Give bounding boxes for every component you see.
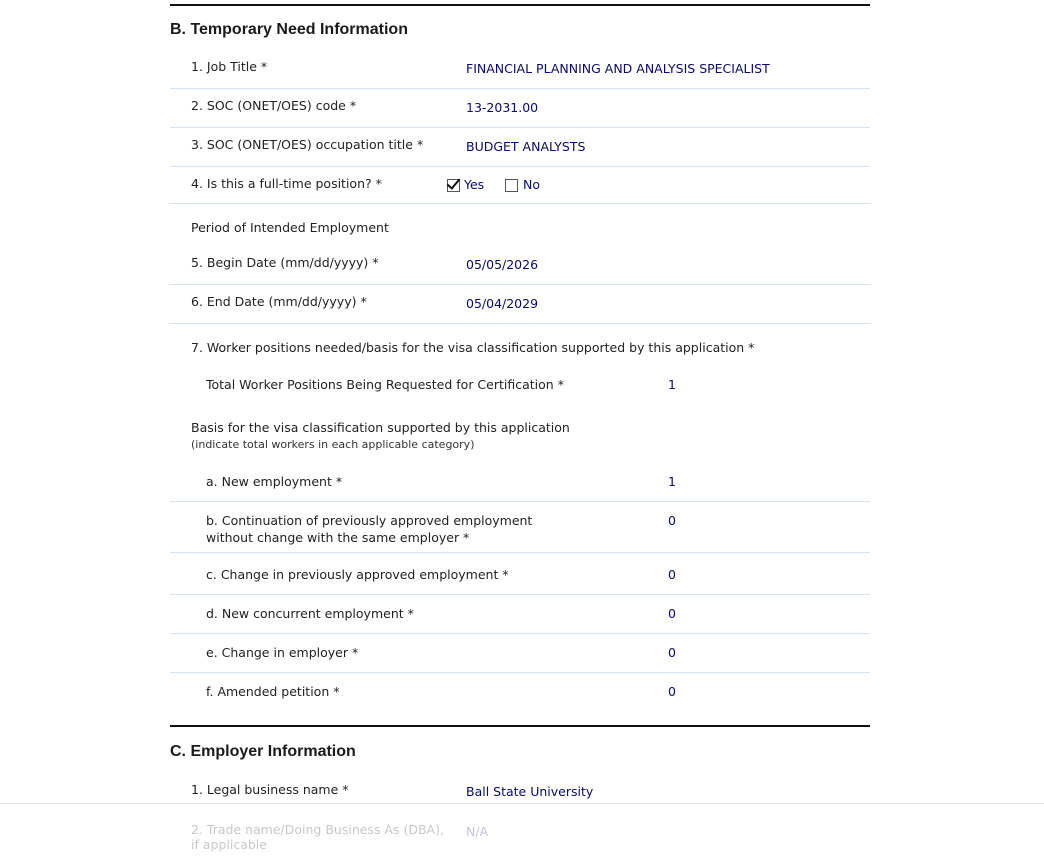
worker-positions-label: 7. Worker positions needed/basis for the visa classification supported by this application * [191, 340, 755, 355]
job-title-label: 1. Job Title * [191, 59, 268, 74]
section-c-title: C. Employer Information [170, 743, 356, 760]
begin-date-label: 5. Begin Date (mm/dd/yyyy) * [191, 255, 379, 270]
period-heading: Period of Intended Employment [191, 220, 389, 235]
end-date-value: 05/04/2029 [466, 296, 539, 311]
full-time-no-label[interactable]: No [523, 177, 540, 192]
full-time-yes-label[interactable]: Yes [464, 177, 485, 192]
bottom-fade-overlay [0, 803, 1044, 865]
basis-value-f: 0 [668, 684, 676, 699]
begin-date-row [170, 246, 870, 285]
basis-note: (indicate total workers in each applicable category) [191, 438, 475, 451]
begin-date-value: 05/05/2026 [466, 257, 539, 272]
full-time-yes-checkbox[interactable] [447, 179, 460, 192]
soc-code-label: 2. SOC (ONET/OES) code * [191, 98, 357, 113]
basis-row-c [170, 553, 870, 595]
legal-name-value: Ball State University [466, 784, 594, 799]
basis-label-e: e. Change in employer * [206, 645, 359, 660]
soc-title-label: 3. SOC (ONET/OES) occupation title * [191, 137, 424, 152]
basis-label-c: c. Change in previously approved employment * [206, 567, 509, 582]
end-date-label: 6. End Date (mm/dd/yyyy) * [191, 294, 367, 309]
section-divider [170, 725, 870, 727]
basis-row-e [170, 634, 870, 673]
section-b-title: B. Temporary Need Information [170, 21, 408, 38]
total-positions-label: Total Worker Positions Being Requested for Certification * [206, 377, 564, 392]
end-date-row [170, 285, 870, 324]
basis-label-a: a. New employment * [206, 474, 343, 489]
section-divider [170, 4, 870, 6]
basis-value-d: 0 [668, 606, 676, 621]
basis-label-b-line2: without change with the same employer * [206, 530, 470, 545]
soc-code-row [170, 89, 870, 128]
legal-name-label: 1. Legal business name * [191, 782, 349, 797]
basis-label-d: d. New concurrent employment * [206, 606, 414, 621]
basis-row-b [170, 502, 870, 553]
full-time-row [170, 167, 870, 204]
basis-row-d [170, 595, 870, 634]
basis-row-a [170, 463, 870, 502]
soc-title-row [170, 128, 870, 167]
basis-value-b: 0 [668, 513, 676, 528]
basis-value-e: 0 [668, 645, 676, 660]
soc-code-value: 13-2031.00 [466, 100, 539, 115]
basis-value-c: 0 [668, 567, 676, 582]
basis-row-f [170, 673, 870, 711]
job-title-row [170, 50, 870, 89]
soc-title-value: BUDGET ANALYSTS [466, 139, 586, 154]
job-title-value: FINANCIAL PLANNING AND ANALYSIS SPECIALIST [466, 61, 770, 76]
full-time-no-checkbox[interactable] [505, 179, 518, 192]
full-time-label: 4. Is this a full-time position? * [191, 176, 382, 191]
basis-value-a: 1 [668, 474, 676, 489]
total-positions-value: 1 [668, 377, 676, 392]
basis-heading: Basis for the visa classification supported by this application [191, 420, 570, 435]
basis-label-b: b. Continuation of previously approved employment [206, 513, 533, 528]
basis-label-f: f. Amended petition * [206, 684, 340, 699]
